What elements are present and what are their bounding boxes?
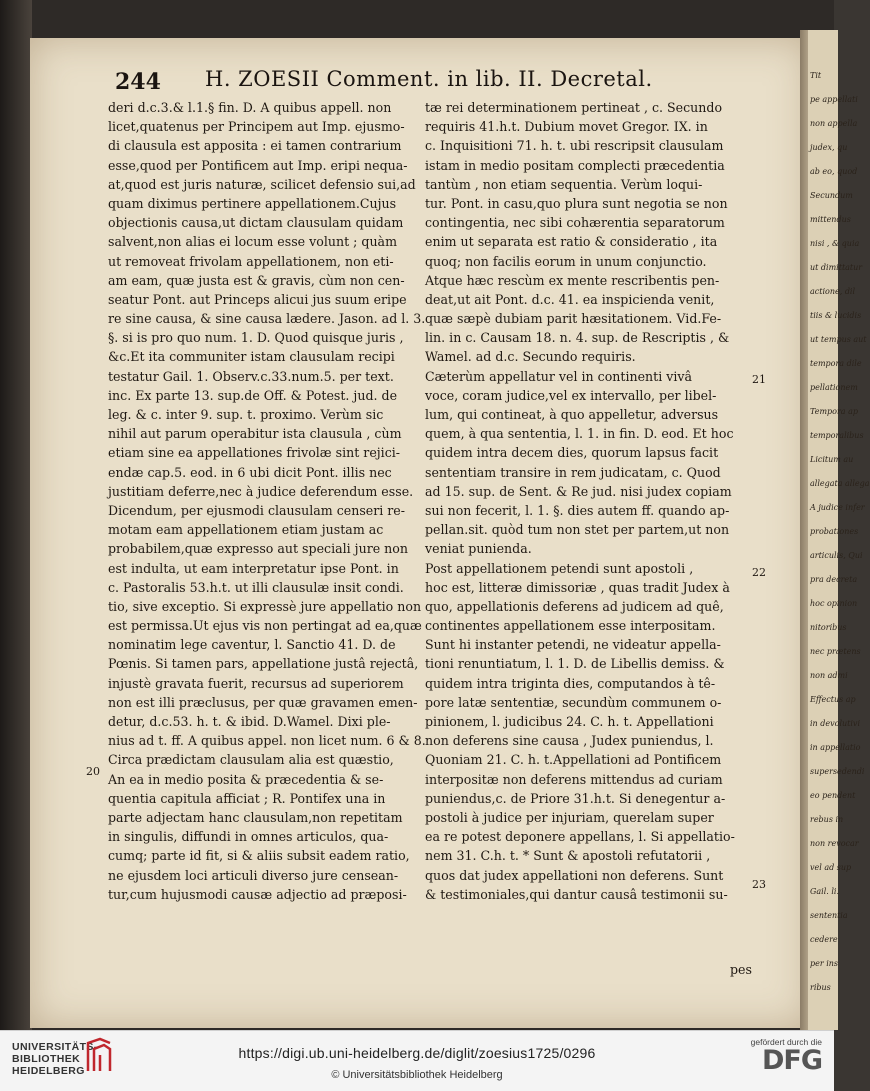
text-line: hoc est, litteræ dimissoriæ , quas tradit Judex à — [425, 579, 730, 595]
text-line: deat,ut ait Pont. d.c. 41. ea inspicienda venit, — [425, 291, 715, 307]
next-page-fragment: judex, qu — [810, 143, 848, 152]
next-page-fragment: ut dimittatur — [810, 263, 863, 272]
text-line: Wamel. ad d.c. Secundo requiris. — [425, 349, 636, 365]
text-line: nihil aut parum operabitur ista clausula , cùm — [108, 426, 402, 442]
next-page-fragment: rebus in — [810, 815, 844, 824]
page-number: 244 — [115, 69, 161, 95]
text-line: lum, qui contineat, à quo appelletur, adversus — [425, 407, 719, 422]
text-line: re sine causa, & sine causa lædere. Jason. ad l. 3. — [108, 311, 426, 327]
text-line: Post appellationem petendi sunt apostoli , — [425, 560, 694, 576]
text-line: tæ rei determinationem pertineat , c. Secundo — [425, 100, 723, 115]
next-page-fragment: ab eo, quod — [810, 167, 858, 176]
text-line: objectionis causa,ut dictam clausulam quidam — [108, 215, 404, 231]
text-line: veniat punienda. — [425, 541, 532, 557]
text-line: c. Pastoralis 53.h.t. ut illi clausulæ insit condi. — [108, 579, 404, 595]
text-line: tur,cum hujusmodi causæ adjectio ad præposi- — [108, 886, 407, 902]
next-page-fragment: mittendus — [810, 215, 851, 224]
text-line: cumq; parte id fit, si & aliis subsit eadem ratio, — [108, 848, 410, 864]
next-page-edge — [808, 30, 870, 1030]
next-page-fragment: vel ad sup — [810, 863, 852, 872]
next-page-fragment: ut tempus aut — [810, 335, 867, 344]
next-page-fragment: Tit — [810, 71, 822, 80]
text-line: tio, sive exceptio. Si expressè jure appellatio non — [108, 598, 422, 614]
left-column — [108, 98, 426, 904]
text-line: Dicendum, per ejusmodi clausulam censeri re- — [108, 502, 406, 518]
text-line: puniendus,c. de Priore 31.h.t. Si denegentur a- — [425, 790, 726, 806]
next-page-fragment: A judice infer — [810, 503, 865, 512]
copyright-notice: © Universitätsbibliothek Heidelberg — [331, 1069, 503, 1081]
next-page-fragment: pellationem — [810, 383, 858, 392]
text-line: etiam sine ea appellationes frivolæ sint rejici- — [108, 445, 401, 461]
text-line: Cæterùm appellatur vel in continenti vivâ — [425, 368, 693, 384]
text-line: tioni renuntiatum, l. 1. D. de Libellis demiss. & — [425, 656, 725, 672]
margin-number: 20 — [86, 765, 100, 778]
text-line: non est illi præclusus, per quæ gravamen emen- — [108, 694, 418, 710]
next-page-fragment: supersedendi — [810, 767, 865, 776]
next-page-fragment: in devolutivi — [810, 719, 861, 728]
text-line: quoq; non facilis eorum in unum conjunctio. — [425, 253, 707, 269]
text-line: non deferens sine causa , Judex puniendus, l. — [425, 733, 714, 749]
text-line: continentes appellationem esse interpositam. — [425, 618, 716, 634]
text-line: nominatim lege caventur, l. Sanctio 41. D. de — [108, 637, 396, 653]
text-line: injustè gravata fuerit, recursus ad superiorem — [108, 675, 404, 691]
text-line: ut removeat frivolam appellationem, non eti- — [108, 253, 394, 269]
text-line: enim ut separata est ratio & consideratio , ita — [425, 234, 718, 250]
text-line: quidem intra decem dies, quorum lapsus facit — [425, 445, 719, 461]
next-page-fragment: Secundum — [810, 191, 853, 200]
next-page-fragment: hoc opinion — [810, 599, 858, 608]
next-page-fragment: pe appellati — [810, 95, 858, 104]
library-name-line: BIBLIOTHEK — [12, 1053, 81, 1065]
text-line: deri d.c.3.& l.1.§ fin. D. A quibus appell. non — [108, 100, 392, 115]
text-line: pellan.sit. quòd tum non stet per partem,ut non — [425, 522, 730, 538]
text-line: salvent,non alias ei locum esse volunt ; quàm — [108, 234, 398, 250]
text-line: detur, d.c.53. h. t. & ibid. D.Wamel. Dixi ple- — [108, 714, 391, 729]
next-page-fragment: non admi — [810, 671, 848, 680]
text-line: nius ad t. ff. A quibus appel. non licet num. 6 & 8. — [108, 733, 426, 749]
text-line: c. Inquisitioni 71. h. t. ubi rescripsit clausulam — [425, 138, 724, 154]
text-line: ad 15. sup. de Sent. & Re jud. nisi judex copiam — [425, 483, 732, 499]
text-line: quos dat judex appellationi non deferens. Sunt — [425, 867, 724, 883]
text-line: sui non fecerit, l. 1. §. dies autem ff. quando ap- — [425, 502, 730, 518]
text-line: &c.Et ita communiter istam clausulam recipi — [108, 349, 395, 365]
next-page-fragment: cedere — [810, 935, 838, 944]
text-line: parte adjectam hanc clausulam,non repetitam — [108, 809, 403, 825]
book-left-edge — [0, 0, 32, 1030]
text-line: leg. & c. inter 9. sup. t. proximo. Verùm sic — [108, 407, 384, 422]
text-line: tantùm , non etiam sequentia. Verùm loqui- — [425, 176, 703, 192]
text-line: Quoniam 21. C. h. t.Appellationi ad Pontificem — [425, 752, 722, 768]
dfg-logo[interactable] — [751, 1037, 822, 1075]
next-page-fragment: ribus — [810, 983, 831, 992]
catchword: pes — [730, 962, 752, 977]
text-line: tur. Pont. in casu,quo plura sunt negotia se non — [425, 195, 728, 211]
running-title: H. ZOESII Comment. in lib. II. Decretal. — [205, 67, 653, 91]
text-line: justitiam deferre,nec à judice deferendum esse. — [108, 483, 414, 499]
library-name-line: HEIDELBERG — [12, 1065, 85, 1077]
text-line: istam in medio positam complecti præcedentia — [425, 157, 725, 173]
text-line: interpositæ non deferens mittendus ad curiam — [425, 771, 723, 787]
next-page-fragment: articulis, Qui — [810, 551, 863, 560]
text-line: ne ejusdem loci articuli diverso jure censean- — [108, 867, 399, 883]
margin-number: 22 — [752, 566, 766, 579]
right-column — [425, 98, 750, 904]
next-page-fragment: per ins — [810, 959, 839, 968]
dfg-wordmark: DFG — [761, 1045, 822, 1076]
next-page-fragment: non revocar — [810, 839, 859, 848]
next-page-fragment: in appellatio — [810, 743, 861, 752]
text-line: voce, coram judice,vel ex intervallo, per libel- — [425, 387, 717, 403]
text-line: est indulta, ut eam interpretatur ipse Pont. in — [108, 560, 399, 576]
text-line: requiris 41.h.t. Dubium movet Gregor. IX. in — [425, 119, 708, 135]
next-page-fragment: Effectus ap — [810, 695, 856, 704]
text-line: lin. in c. Causam 18. n. 4. sup. de Rescriptis , & — [425, 330, 730, 346]
funded-by-label: gefördert durch die — [750, 1037, 822, 1047]
text-line: Pœnis. Si tamen pars, appellatione justâ rejectâ, — [108, 656, 419, 672]
text-line: §. si is pro quo num. 1. D. Quod quisque juris , — [108, 330, 404, 346]
text-line: pinionem, l. judicibus 24. C. h. t. Appellationi — [425, 714, 714, 729]
text-line: nem 31. C.h. t. * Sunt & apostoli refutatorii , — [425, 848, 711, 864]
text-line: quidem intra triginta dies, computandos à tê- — [425, 675, 716, 691]
margin-number: 21 — [752, 373, 766, 386]
text-line: quam diximus pertinere appellationem.Cujus — [108, 195, 397, 211]
text-line: probabilem,quæ expresso aut speciali jure non — [108, 541, 408, 557]
text-line: testatur Gail. 1. Observ.c.33.num.5. per text. — [108, 368, 394, 384]
text-line: seatur Pont. aut Princeps alicui jus suum eripe — [108, 291, 407, 307]
next-page-fragment: nitoribus — [810, 623, 847, 632]
permalink-url[interactable]: https://digi.ub.uni-heidelberg.de/diglit/zoesius1725/0296 — [238, 1045, 596, 1061]
text-line: motam eam appellationem etiam justam ac — [108, 522, 384, 538]
text-line: di clausula est apposita : ei tamen contrarium — [108, 138, 402, 154]
next-page-fragment: tiis & lucidis — [810, 311, 862, 320]
next-page-fragment: Tempora ap — [810, 407, 858, 416]
next-page-fragment: non appella — [810, 119, 858, 128]
next-page-fragment: probationes — [810, 527, 859, 536]
text-line: inc. Ex parte 13. sup.de Off. & Potest. jud. de — [108, 387, 398, 403]
text-line: Sunt hi instanter petendi, ne videatur appella- — [425, 637, 721, 653]
next-page-fragment: nisi , & quia — [810, 239, 860, 248]
text-line: pore latæ sententiæ, secundùm communem o- — [425, 694, 722, 710]
text-line: quo, appellationis deferens ad judicem ad quê, — [425, 598, 724, 614]
next-page-fragment: Gail. li. — [810, 887, 840, 896]
text-line: Atque hæc rescùm ex mente rescribentis pen- — [425, 272, 720, 288]
text-line: licet,quatenus per Principem aut Imp. ejusmo- — [108, 119, 405, 135]
text-line: est permissa.Ut ejus vis non pertingat ad ea,quæ — [108, 618, 422, 634]
library-name-line: UNIVERSITÄTS- — [12, 1041, 98, 1053]
text-line: quentia capitula afficiat ; R. Pontifex una in — [108, 790, 386, 806]
next-page-fragment: pra decreta — [810, 575, 858, 584]
next-page-fragment: allegata allega — [810, 479, 870, 488]
text-line: sententiam transire in rem judicatam, c. Quod — [425, 464, 721, 480]
text-line: quæ sæpè dubiam parit hæsitationem. Vid.Fe- — [425, 311, 722, 327]
text-line: An ea in medio posita & præcedentia & se- — [108, 771, 384, 787]
next-page-fragment: temporalibus — [810, 431, 864, 440]
text-line: endæ cap.5. eod. in 6 ubi dicit Pont. illis nec — [108, 464, 392, 480]
text-line: at,quod est juris naturæ, scilicet defensio sui,ad — [108, 176, 416, 192]
margin-number: 23 — [752, 878, 766, 891]
text-line: & testimoniales,qui dantur causâ testimonii su- — [425, 886, 728, 902]
text-line: am eam, quæ justa est & gravis, cùm non cen- — [108, 272, 405, 288]
next-page-fragment: nec prætens — [810, 647, 861, 656]
text-line: Circa prædictam clausulam alia est quæstio, — [108, 752, 394, 768]
next-page-fragment: actione, dil — [810, 287, 856, 296]
next-page-fragment: Licitum au — [810, 455, 854, 464]
viewer-footer — [0, 1030, 834, 1091]
text-line: postoli à judice per injuriam, querelam super — [425, 809, 714, 825]
text-line: contingentia, nec sibi cohærentia separatorum — [425, 215, 725, 231]
next-page-fragment: eo pendent — [810, 791, 856, 800]
next-page-fragment: sententia — [810, 911, 848, 920]
text-line: quem, à qua sententia, l. 1. in fin. D. eod. Et hoc — [425, 426, 734, 442]
text-line: in singulis, diffundi in omnes articulos, qua- — [108, 829, 389, 845]
text-line: esse,quod per Pontificem aut Imp. eripi nequa- — [108, 157, 408, 173]
next-page-fragment: tempora dile — [810, 359, 862, 368]
text-line: ea re potest deponere appellans, l. Si appellatio- — [425, 829, 735, 845]
